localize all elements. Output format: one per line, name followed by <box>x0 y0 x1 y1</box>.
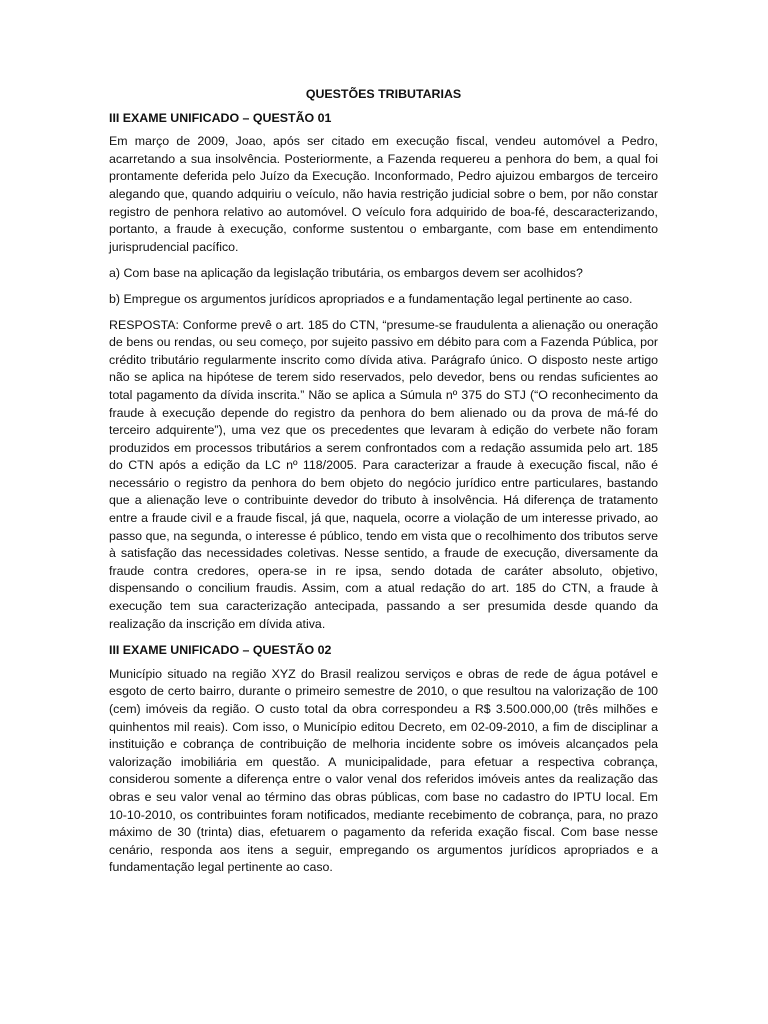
document-title: QUESTÕES TRIBUTARIAS <box>305 87 462 101</box>
questao-01-answer: RESPOSTA: Conforme prevê o art. 185 do CTN, “presume-se fraudulenta a alienação ou oneração de bens ou rendas, ou seu começo, por sujeito passivo em débito para com a Fazenda Pública, por crédito tributário regularmente inscrito como dívida ativa. Parágrafo único. O disposto neste artigo não se aplica na hipótese de terem sido reservados, pelo devedor, bens ou rendas suficientes ao total pagamento da dívida inscrita.” Não se aplica a Súmula nº 375 do STJ (“O reconhecimento da fraude à execução depende do registro da penhora do bem alienado ou da prova de má-fé do terceiro adquirente”), uma vez que os precedentes que levaram à edição do verbete não foram produzidos em processos tributários a serem confrontados com a redação assumida pelo art. 185 do CTN após a edição da LC nº 118/2005. Para caracterizar a fraude à execução fiscal, não é necessário o registro da penhora do bem objeto do negócio jurídico entre particulares, bastando que a alienação leve o contribuinte devedor do tributo à insolvência. Há diferença de tratamento entre a fraude civil e a fraude fiscal, já que, naquela, ocorre a violação de um interesse privado, ao passo que, na segunda, o interesse é público, tendo em vista que o recolhimento dos tributos serve à satisfação das necessidades coletivas. Nesse sentido, a fraude de execução, diversamente da fraude contra credores, opera-se in re ipsa, sendo dotada de caráter absoluto, objetivo, dispensando o concilium fraudis. Assim, com a atual redação do art. 185 do CTN, a fraude à execução tem sua caracterização antecipada, passando a ser presumida desde quando da realização da inscrição em dívida ativa. <box>109 317 658 631</box>
questao-01-item-b: b) Empregue os argumentos jurídicos apropriados e a fundamentação legal pertinente ao caso. <box>109 291 633 306</box>
questao-01-item-a: a) Com base na aplicação da legislação tributária, os embargos devem ser acolhidos? <box>109 266 583 281</box>
section-heading-questao-02: III EXAME UNIFICADO – QUESTÃO 02 <box>109 643 332 658</box>
section-heading-questao-01: III EXAME UNIFICADO – QUESTÃO 01 <box>109 110 332 125</box>
questao-01-statement: Em março de 2009, Joao, após ser citado em execução fiscal, vendeu automóvel a Pedro, acarretando a sua insolvência. Posteriormente, a Fazenda requereu a penhora do bem, a qual foi prontamente deferida pelo Juízo da Execução. Inconformado, Pedro ajuizou embargos de terceiro alegando que, quando adquiriu o veículo, não havia restrição judicial sobre o bem, por não constar registro de penhora relativo ao automóvel. O veículo fora adquirido de boa-fé, descaracterizando, portanto, a fraude à execução, conforme sustentou o embargante, com base em entendimento jurisprudencial pacífico. <box>109 134 658 254</box>
document-page <box>109 86 658 886</box>
questao-02-statement: Município situado na região XYZ do Brasil realizou serviços e obras de rede de água potável e esgoto de certo bairro, durante o primeiro semestre de 2010, o que resultou na valorização de 100 (cem) imóveis da região. O custo total da obra correspondeu a R$ 3.500.000,00 (três milhões e quinhentos mil reais). Com isso, o Município editou Decreto, em 02-09-2010, a fim de disciplinar a instituição e cobrança de contribuição de melhoria incidente sobre os imóveis alcançados pela valorização imobiliária em questão. A municipalidade, para efetuar a respectiva cobrança, considerou somente a diferença entre o valor venal dos referidos imóveis antes da realização das obras e seu valor venal ao término das obras públicas, com base no cadastro do IPTU local. Em 10-10-2010, os contribuintes foram notificados, mediante recebimento de cobrança, para, no prazo máximo de 30 (trinta) dias, efetuarem o pagamento da referida exação fiscal. Com base nesse cenário, responda aos itens a seguir, empregando os argumentos jurídicos apropriados e a fundamentação legal pertinente ao caso. <box>109 666 658 875</box>
